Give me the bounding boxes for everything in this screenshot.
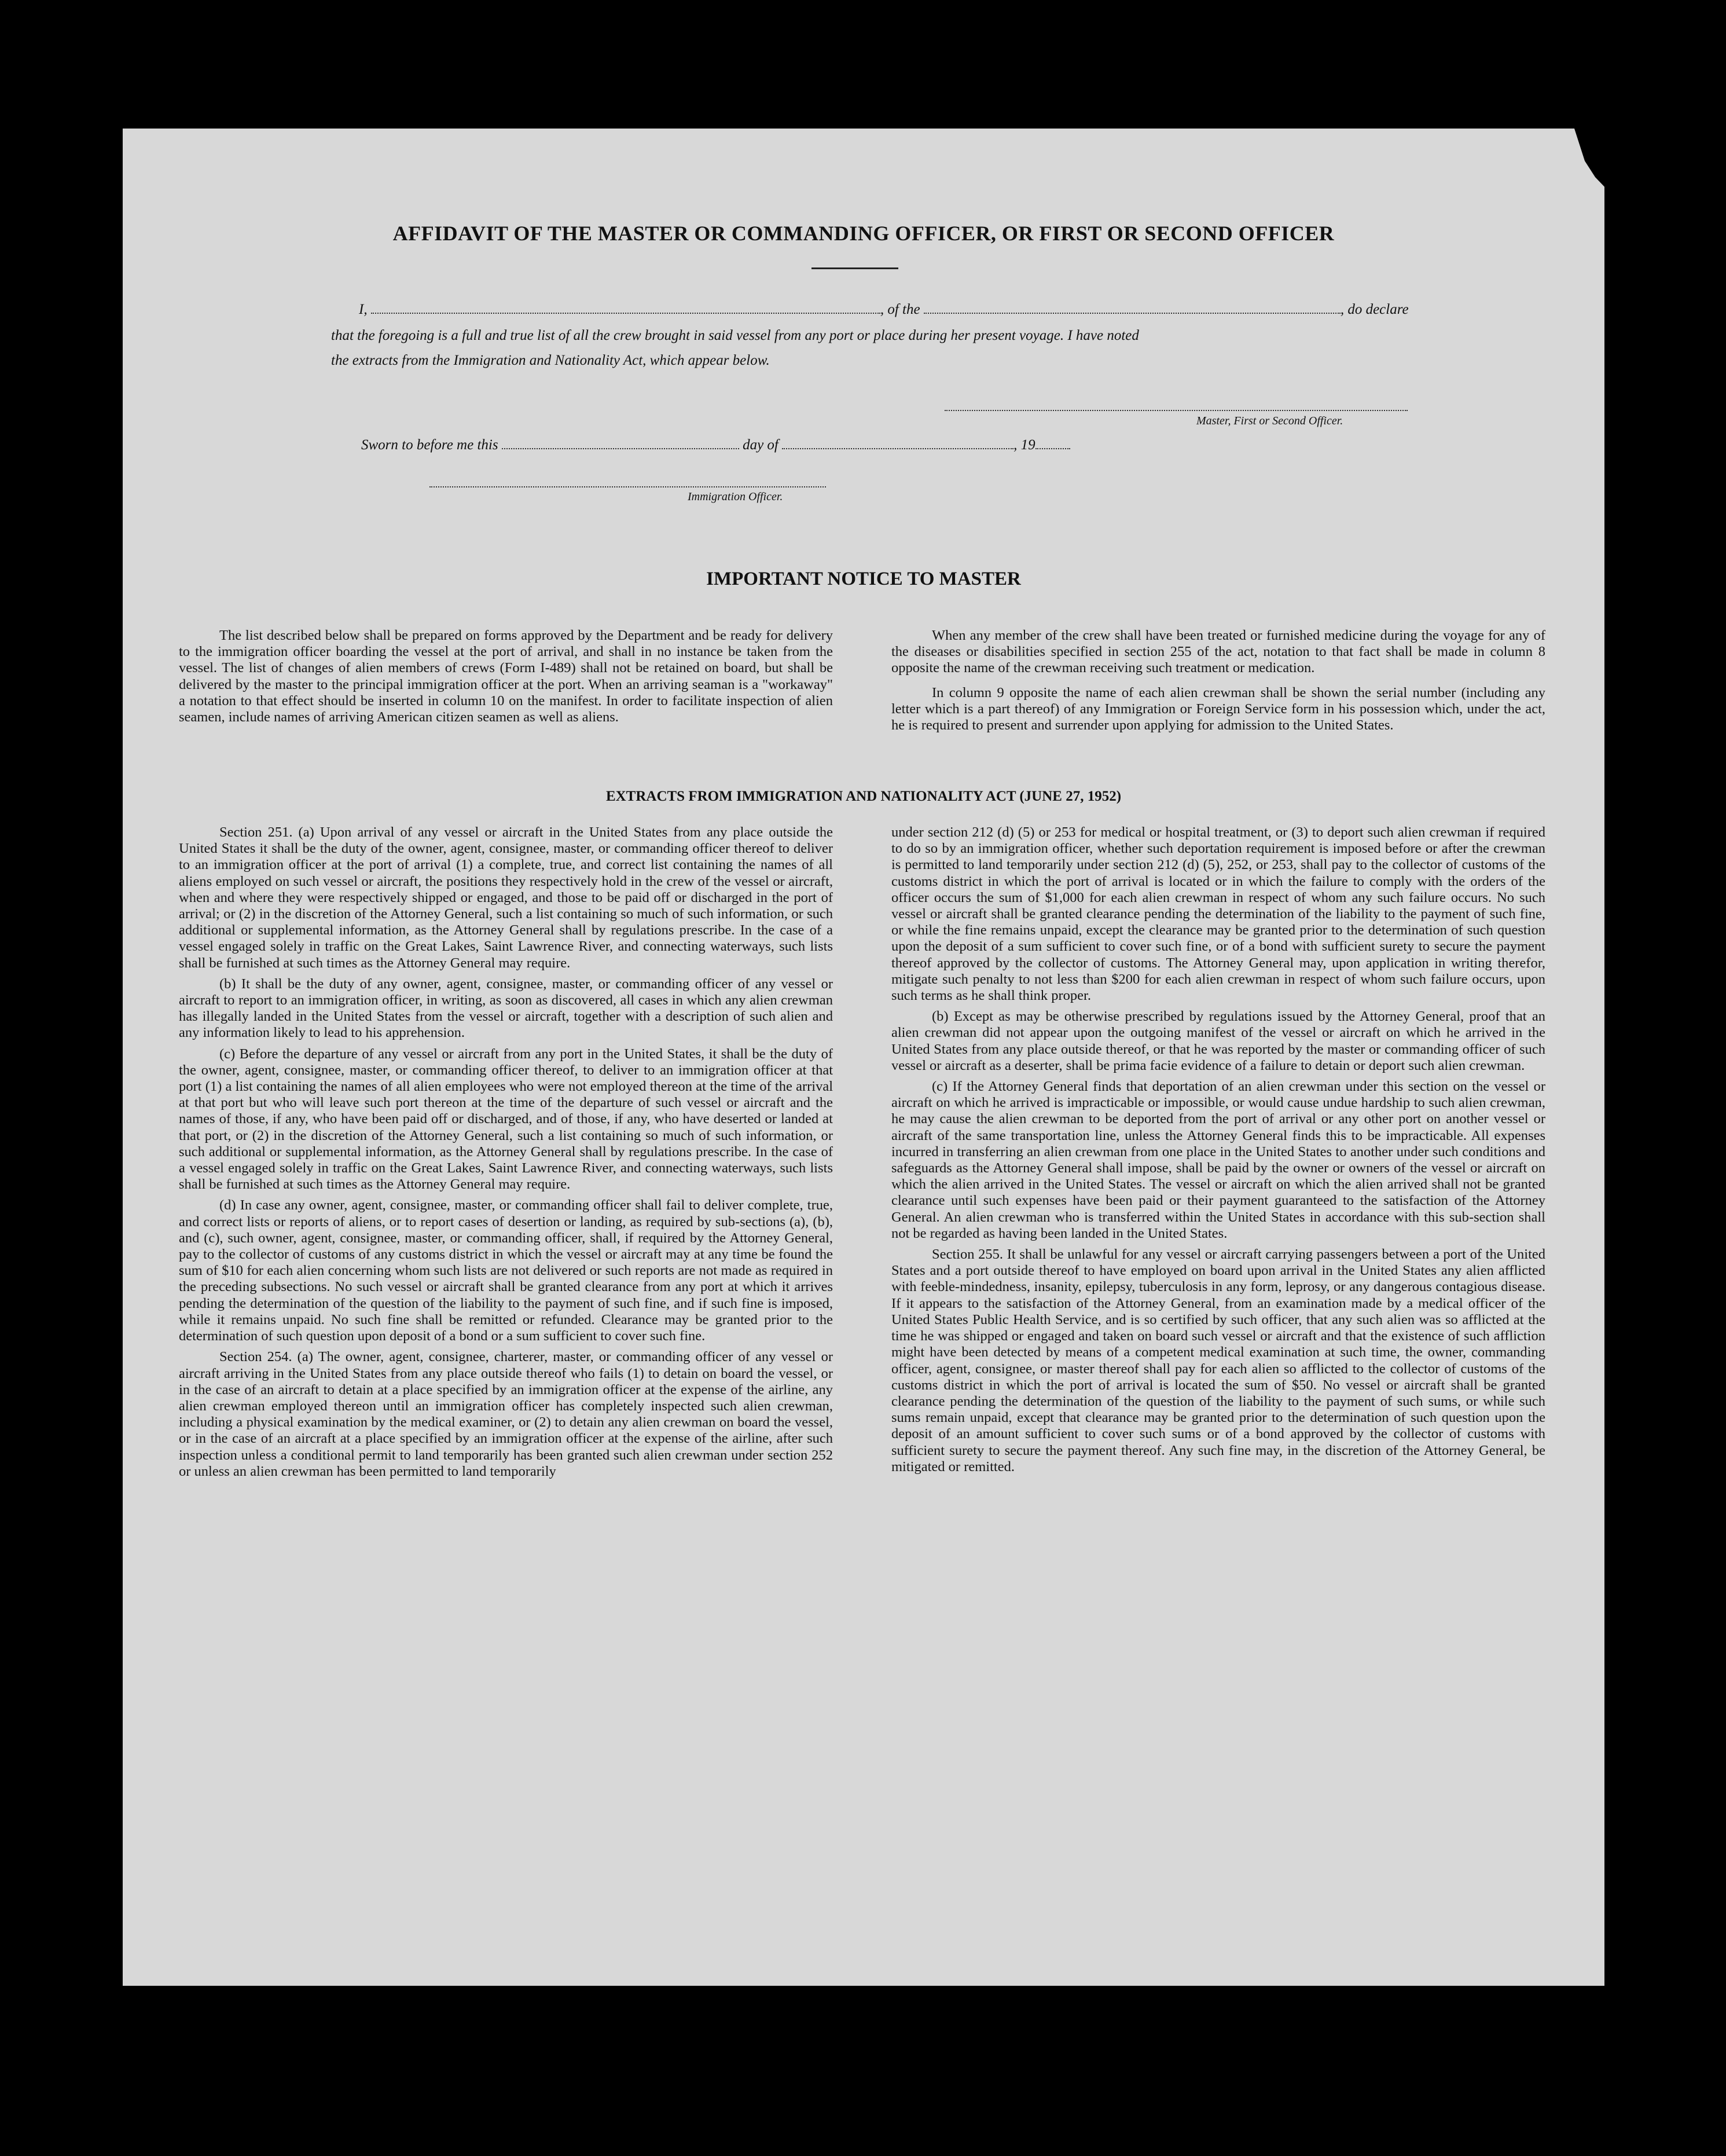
extract-paragraph: under section 212 (d) (5) or 253 for medical or hospital treatment, or (3) to deport such alien crewman if required to do so by an immigration officer, whether such deportation requirement is imposed before or after the crewman is permitted to land temporarily under section 212 (d) (5), 252, or 253, shall pay to the collector of customs of the customs district in which the port of arrival is located or in which the failure to comply with the orders of the officer occurs the sum of $1,000 for each alien crewman in respect of whom any such failure occurs. No such vessel or aircraft shall be granted clearance pending the determination of the liability to the payment of such fine, or while the fine remains unpaid, except the clearance may be granted prior to the determination of such question upon the deposit of a sum sufficient to cover such fine, or of a bond with sufficient surety to secure the payment thereof approved by the collector of customs. The Attorney General may, upon application in writing therefor, mitigate such penalty to not less than $200 for each alien crewman in respect of whom such failure occurs, upon such terms as he shall think proper. — [891, 824, 1545, 1004]
extract-paragraph: (b) It shall be the duty of any owner, agent, consignee, master, or commanding officer of any vessel or aircraft to report to an immigration officer, in writing, as soon as discovered, all cases in which any alien crewman has illegally landed in the United States from the vessel or aircraft, together with a description of such alien and any information likely to lead to his apprehension. — [179, 976, 833, 1041]
extracts-left-column — [179, 824, 833, 1480]
sworn-year-label: , 19 — [1013, 437, 1035, 453]
extract-paragraph: Section 251. (a) Upon arrival of any vessel or aircraft in the United States from any place outside the United States it shall be the duty of the owner, agent, consignee, master, or commanding officer thereof to deliver to an immigration officer at the port of arrival (1) a complete, true, and correct list containing the names of all aliens employed on such vessel or aircraft, the positions they respectively hold in the crew of the vessel or aircraft, when and where they were respectively shipped or engaged, and those to be paid off or discharged in the port of arrival; or (2) in the discretion of the Attorney General, such a list containing so much of such information, or such additional or supplemental information, as the Attorney General shall by regulations prescribe. In the case of a vessel engaged solely in traffic on the Great Lakes, Saint Lawrence River, and connecting waterways, such lists shall be furnished at such times as the Attorney General may require. — [179, 824, 833, 971]
sworn-day-label: day of — [743, 437, 778, 453]
statement-line-1: that the foregoing is a full and true list of all the crew brought in said vessel from any port or place during her present voyage. I have noted — [331, 328, 1139, 343]
punch-hole — [1628, 1034, 1665, 1071]
notice-title: IMPORTANT NOTICE TO MASTER — [706, 569, 1021, 589]
sworn-line — [361, 437, 1070, 453]
punch-hole — [1628, 1817, 1665, 1854]
master-caption: Master, First or Second Officer. — [1196, 415, 1343, 427]
sworn-year-field[interactable] — [1035, 437, 1070, 449]
extract-paragraph: (c) If the Attorney General finds that deportation of an alien crewman under this section on the vessel or aircraft on which he arrived is impracticable or impossible, or would cause undue hardship to such alien crewman, he may cause the alien crewman to be deported from the port of arrival or any other port on another vessel or aircraft of the same transportation line, unless the Attorney General finds this to be impracticable. All expenses incurred in transferring an alien crewman from one place in the United States to another under such conditions and safeguards as the Attorney General shall impose, shall be paid by the owner or owners of the vessel or aircraft on which the alien arrived in the United States. The vessel or aircraft on which the alien arrived shall not be granted clearance until such expenses have been paid or their payment guaranteed to the satisfaction of the Attorney General. An alien crewman who is transferred within the United States in accordance with this sub-section shall not be regarded as having been landed in the United States. — [891, 1079, 1545, 1241]
declare-end: , do declare — [1340, 302, 1409, 317]
title-rule — [811, 267, 898, 269]
declaration-line — [359, 301, 1409, 318]
sworn-date-field[interactable] — [502, 437, 739, 449]
punch-hole — [1628, 311, 1665, 349]
document-page — [123, 129, 1604, 1986]
punch-hole — [1628, 1343, 1665, 1380]
notice-paragraph: The list described below shall be prepared on forms approved by the Department and be ready for delivery to the immigration officer boarding the vessel at the port of arrival, and shall in no instance be taken from the vessel. The list of changes of alien members of crews (Form I-489) shall not be retained on board, but shall be delivered by the master to the principal immigration officer at the port. When an arriving seaman is a "workaway" a notation to that effect should be inserted in column 10 on the manifest. In order to facilitate inspection of alien seamen, include names of arriving American citizen seamen as well as aliens. — [179, 628, 833, 725]
officer-signature-field[interactable] — [429, 485, 826, 487]
notice-paragraph: In column 9 opposite the name of each alien crewman shall be shown the serial number (including any letter which is a part thereof) of any Immigration or Foreign Service form in his possession which, under the act, he is required to present and surrender upon applying for admission to the United States. — [891, 684, 1545, 734]
master-signature-field[interactable] — [945, 409, 1408, 411]
punch-hole — [1628, 1621, 1665, 1658]
extract-paragraph: Section 254. (a) The owner, agent, consignee, charterer, master, or commanding officer of any vessel or aircraft arriving in the United States from any place outside thereof who fails (1) to detain on board the vessel, or in the case of an aircraft to detain at a place specified by an immigration officer at the expense of the airline, any alien crewman employed thereon until an immigration officer has completely inspected such alien crewman, including a physical examination by the medical examiner, or (2) to detain any alien crewman on board the vessel, or in the case of an aircraft at a place specified by an immigration officer at the expense of the airline, after such inspection unless a conditional permit to land temporarily has been granted such alien crewman under section 252 or unless an alien crewman has been permitted to land temporarily — [179, 1349, 833, 1479]
extract-paragraph: (c) Before the departure of any vessel or aircraft from any port in the United States, it shall be the duty of the owner, agent, consignee, master, or commanding officer thereof, to deliver to an immigration officer at that port (1) a list containing the names of all alien employees who were not employed thereon at the time of the arrival at that port but who will leave such port thereon at the time of the departure of such vessel or aircraft and the names of those, if any, who have been paid off or discharged, and of those, if any, who have deserted or landed at that port, or (2) in the discretion of the Attorney General, such a list containing so much of such information, or such additional or supplemental information, as the Attorney General shall by regulations prescribe. In the case of a vessel engaged solely in traffic on the Great Lakes, Saint Lawrence River, and connecting waterways, such lists shall be furnished at such times as the Attorney General may require. — [179, 1046, 833, 1193]
sworn-prefix: Sworn to before me this — [361, 437, 498, 453]
extract-paragraph: (b) Except as may be otherwise prescribed by regulations issued by the Attorney General, proof that an alien crewman did not appear upon the outgoing manifest of the vessel or aircraft on which he arrived in the United States from any place outside thereof, or that he was reported by the master or commanding officer of such vessel or aircraft as a deserter, shall be prima facie evidence of a failure to detain or deport such alien crewman. — [891, 1009, 1545, 1073]
notice-left-column — [179, 628, 833, 725]
punch-hole — [1628, 405, 1665, 442]
notice-right-column — [891, 628, 1545, 734]
extracts-right-column — [891, 824, 1545, 1475]
sworn-month-field[interactable] — [782, 437, 1013, 449]
extracts-title: EXTRACTS FROM IMMIGRATION AND NATIONALITY ACT (JUNE 27, 1952) — [605, 789, 1122, 804]
declarant-name-field[interactable] — [371, 301, 880, 314]
officer-caption: Immigration Officer. — [688, 490, 783, 503]
declare-start: I, — [359, 302, 368, 317]
punch-hole — [1628, 691, 1665, 728]
extract-paragraph: Section 255. It shall be unlawful for any vessel or aircraft carrying passengers between a port of the United States and a port outside thereof to have employed on board upon arrival in the United States any alien afflicted with feeble-mindedness, insanity, epilepsy, tuberculosis in any form, leprosy, or any dangerous contagious disease. If it appears to the satisfaction of the Attorney General, from an examination made by a medical officer of the United States Public Health Service, and is so certified by such officer, that any such alien was so afflicted at the time he was shipped or engaged and taken on board such vessel or aircraft and that the existence of such affliction might have been detected by means of a competent medical examination at such time, the owner, commanding officer, agent, consignee, or master thereof shall pay for each alien so afflicted to the collector of customs of the customs district in which the port of arrival is located the sum of $50. No vessel or aircraft shall be granted clearance pending the determination of the question of the liability to the payment of such sums, or while such sums remain unpaid, except that clearance may be granted prior to the determination of such question upon the deposit of an amount sufficient to cover such sums or of a bond approved by the collector of customs with sufficient surety to secure the payment thereof. Any such fine may, in the discretion of the Attorney General, be mitigated or remitted. — [891, 1246, 1545, 1475]
affidavit-title: AFFIDAVIT OF THE MASTER OR COMMANDING OFFICER, OR FIRST OR SECOND OFFICER — [392, 222, 1335, 245]
notice-paragraph: When any member of the crew shall have been treated or furnished medicine during the voyage for any of the diseases or disabilities specified in section 255 of the act, notation to that fact shall be made in column 8 opposite the name of the crewman receiving such treatment or medication. — [891, 628, 1545, 676]
vessel-name-field[interactable] — [924, 301, 1341, 314]
statement-line-2: the extracts from the Immigration and Nationality Act, which appear below. — [331, 353, 770, 368]
extract-paragraph: (d) In case any owner, agent, consignee, master, or commanding officer shall fail to deliver complete, true, and correct lists or reports of aliens, or to report cases of desertion or landing, as required by sub-sections (a), (b), and (c), such owner, agent, consignee, master, or commanding officer, shall, if required by the Attorney General, pay to the collector of customs of any customs district in which the vessel or aircraft may at any time be found the sum of $10 for each alien concerning whom such lists are not delivered or such reports are not made as required in the preceding subsections. No such vessel or aircraft shall be granted clearance from any port at which it arrives pending the determination of the question of the liability to the payment of such fine, and if such fine is imposed, while it remains unpaid. No such fine shall be remitted or refunded. Clearance may be granted prior to the determination of such question upon deposit of a bond or a sum sufficient to cover such fine. — [179, 1197, 833, 1344]
declare-mid: , of the — [880, 302, 920, 317]
